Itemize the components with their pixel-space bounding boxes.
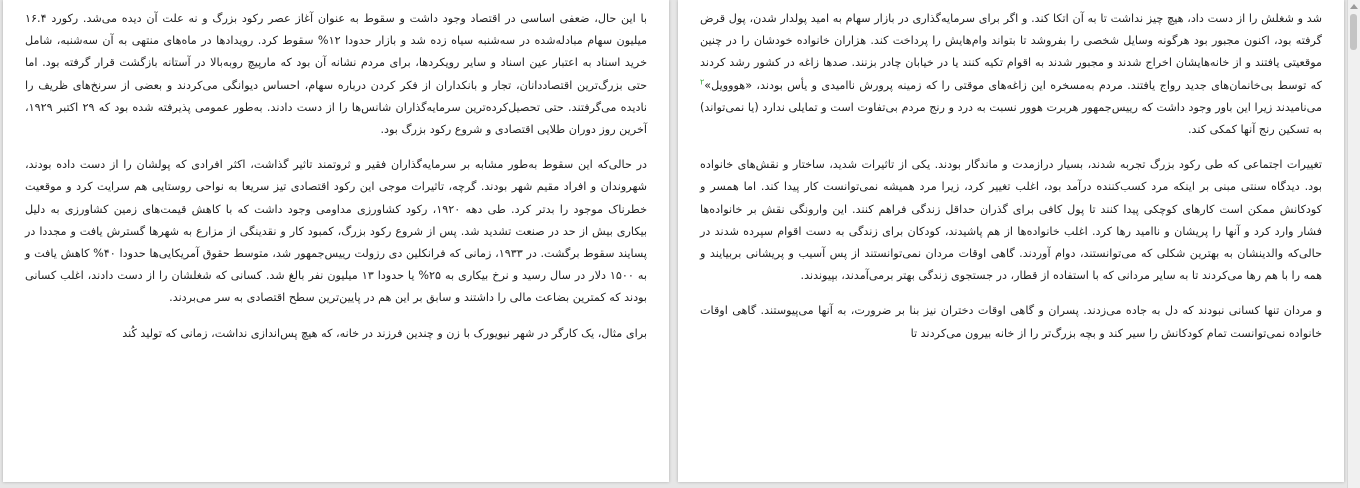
paragraph: برای مثال، یک کارگر در شهر نیویورک با زن و چندین فرزند در خانه، که هیچ پس‌اندازی نداشت، زمانی که تولید کُند (122, 326, 647, 340)
paragraph-text: شد و شغلش را از دست داد، هیچ چیز نداشت تا به آن اتکا کند. و اگر برای سرمایه‌گذاری در بازار سهام به امید پولدار شدن، پول قرض گرفته بود، اکنون مجبور بود هرگونه وسایل شخصی را بفروشد تا بتواند وام‌هایش را پرداخت کند. هزاران خانواده خودشان را در چنین موقعیتی یافتند و از خانه‌هایشان اخراج شدند و مجبور شدند به اقوام تکیه کنند یا در خیابان چادر بزنند. صدها زاغه در کشور رشد کردند که توسط بی‌خانمان‌های جدید رواج یافتند. مردم به‌مسخره این زاغه‌های موقتی را که زمینه پرورش ناامیدی و یأس بودند، «هووویل» (700, 12, 1322, 92)
vertical-scrollbar[interactable] (1347, 0, 1360, 488)
paragraph: در حالی‌که این سقوط به‌طور مشابه بر سرمایه‌گذاران فقیر و ثروتمند تاثیر گذاشت، اکثر افرادی که پولشان را از دست داده بودند، شهروندان و افراد مقیم شهر بودند. گرچه، تاثیرات موجی این رکود اقتصادی تیز سریعا به نواحی روستایی هم سرایت کرد و موقعیت خطرناک موجود را بدتر کرد. طی دهه ۱۹۲۰، رکود کشاورزی مداومی وجود داشت که با کاهش قیمت‌های زمین کشاورزی به دلیل بیکاری بیش از حد در صنعت تشدید شد. پس از شروع رکود بزرگ، کمبود کار و نقدینگی از مزارع به شهرها گسترش یافت و مجددا در پسایند سقوط برگشت. در ۱۹۳۳، زمانی که فرانکلین دی رزولت رییس‌جمهور شد، متوسط حقوق آمریکایی‌ها حدودا ۴۰% کاهش یافت و به ۱۵۰۰ دلار در سال رسید و نرخ بیکاری به ۲۵% یا حدودا ۱۳ میلیون نفر بالغ شد. کسانی که شغلشان را از دست دادند، اغلب کسانی بودند که کمترین بضاعت مالی را داشتند و سابق بر این هم در پایین‌ترین سطح اقتصادی به سر می‌بردند. (25, 158, 647, 305)
paragraph-with-footnote (700, 8, 1322, 141)
paragraph: تغییرات اجتماعی که طی رکود بزرگ تجربه شدند، بسیار درازمدت و ماندگار بودند. یکی از تاثیرات شدید، ساختار و نقش‌های خانواده بود. دیدگاه سنتی مبنی بر اینکه مرد کسب‌کننده درآمد بود، اغلب تغییر کرد، زیرا مرد همیشه نمی‌توانست کار پیدا کند. اما همسر و کودکانش ممکن است کارهای کوچکی پیدا کنند تا پول کافی برای گذران حداقل زندگی فراهم کنند. این وارونگی نقش بر خانواده‌ها فشار وارد کرد و آنها را پریشان و ناامید رها کرد. اغلب خانواده‌ها از هم پاشیدند، کودکان برای زندگی به دست اقوام سپرده شدند در حالی‌که والدینشان به بهترین شکلی که می‌توانستند، دوام آوردند. گاهی اوقات مردان نمی‌توانستند از پس آسیب و پریشانی بربیایند و همه را با هم رها می‌کردند تا به سایر مردانی که با استفاده از قطار، در جستجوی زندگی بهتر برمی‌آمدند، بپیوندند. (700, 158, 1322, 283)
page-left (3, 0, 669, 482)
page-right (678, 0, 1344, 482)
scrollbar-thumb[interactable] (1350, 14, 1357, 50)
scroll-up-arrow-icon[interactable] (1350, 4, 1358, 9)
paragraph-text: می‌نامیدند زیرا این باور وجود داشت که رییس‌جمهور هربرت هوور نسبت به درد و رنج مردم بی‌تفاوت است و تمایلی ندارد (یا نمی‌تواند) به تسکین رنج آنها کمکی کند. (700, 100, 1322, 137)
paragraph: و مردان تنها کسانی نبودند که دل به جاده می‌زدند. پسران و گاهی اوقات دختران نیز بنا بر ضرورت، به آنها می‌پیوستند. گاهی اوقات خانواده نمی‌توانست تمام کودکانش را سیر کند و بچه بزرگ‌تر را از خانه بیرون می‌کردند تا (700, 304, 1322, 340)
paragraph: با این حال، ضعفی اساسی در اقتصاد وجود داشت و سقوط به عنوان آغاز عصر رکود بزرگ و نه علت آن دیده می‌شد. رکورد ۱۶.۴ میلیون سهام مبادله‌شده در سه‌شنبه سیاه زده شد و بازار حدودا ۱۲% سقوط کرد. رویدادها در ماه‌های منتهی به آن سه‌شنبه، شامل خرید اسناد به اعتبار عین اسناد و سایر رویکردها، برای مردم نشانه آن بود که مارپیچ روبه‌بالا در آستانه بازگشت قرار گرفته بود. اما حتی بزرگ‌ترین اقتصاددانان، تجار و بانکداران از فکر کردن درباره سهام، احساس دیوانگی می‌کردند و بعضی از سرنخ‌های ظریف را نادیده می‌گرفتند. حتی تحصیل‌کرده‌ترین سرمایه‌گذاران شانس‌ها را از دست دادند. به‌طور عمومی پذیرفته شده بود که ۲۹ اکتبر ۱۹۲۹، آخرین روز دوران طلایی اقتصادی و شروع رکود بزرگ بود. (25, 12, 647, 137)
footnote-reference[interactable]: ۲ (700, 76, 705, 86)
